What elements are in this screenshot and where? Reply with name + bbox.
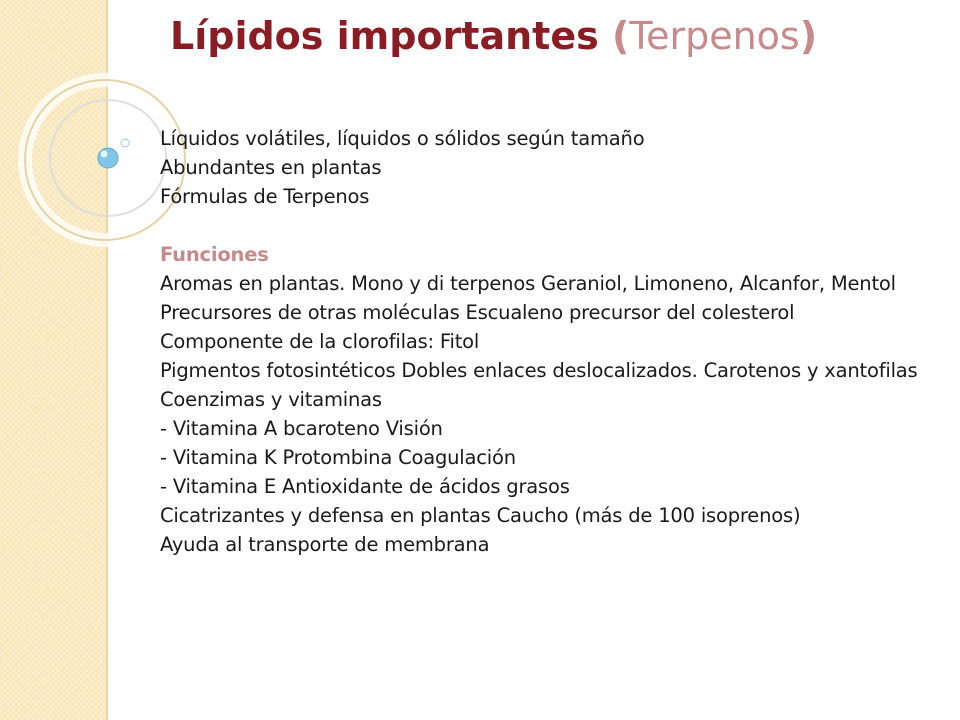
- section-heading-funciones: Funciones: [160, 243, 269, 266]
- title-close-paren: ): [799, 14, 818, 58]
- vitamin-line: - Vitamina E Antioxidante de ácidos grasos: [160, 475, 570, 498]
- intro-line: Líquidos volátiles, líquidos o sólidos según tamaño: [160, 127, 645, 150]
- function-line: Coenzimas y vitaminas: [160, 388, 382, 411]
- intro-line: Fórmulas de Terpenos: [160, 185, 370, 208]
- function-line: Ayuda al transporte de membrana: [160, 533, 490, 556]
- slide-title: [170, 14, 817, 58]
- vitamin-line: - Vitamina K Protombina Coagulación: [160, 446, 516, 469]
- small-orb: [121, 139, 129, 147]
- function-line: Pigmentos fotosintéticos Dobles enlaces deslocalizados. Carotenos y xantofilas: [160, 359, 918, 382]
- function-line: Componente de la clorofilas: Fitol: [160, 330, 480, 353]
- decorative-side-band: [0, 0, 108, 720]
- title-subtitle: Terpenos: [629, 14, 800, 58]
- slide-body: [160, 124, 920, 559]
- function-line: Aromas en plantas. Mono y di terpenos Geraniol, Limoneno, Alcanfor, Mentol: [160, 272, 896, 295]
- function-line: Precursores de otras moléculas Escualeno precursor del colesterol: [160, 301, 795, 324]
- title-open-paren: (: [611, 14, 630, 58]
- title-main: Lípidos importantes: [170, 14, 599, 58]
- spacer: [160, 211, 920, 240]
- function-line: Cicatrizantes y defensa en plantas Caucho (más de 100 isoprenos): [160, 504, 801, 527]
- intro-line: Abundantes en plantas: [160, 156, 382, 179]
- vitamin-line: - Vitamina A bcaroteno Visión: [160, 417, 443, 440]
